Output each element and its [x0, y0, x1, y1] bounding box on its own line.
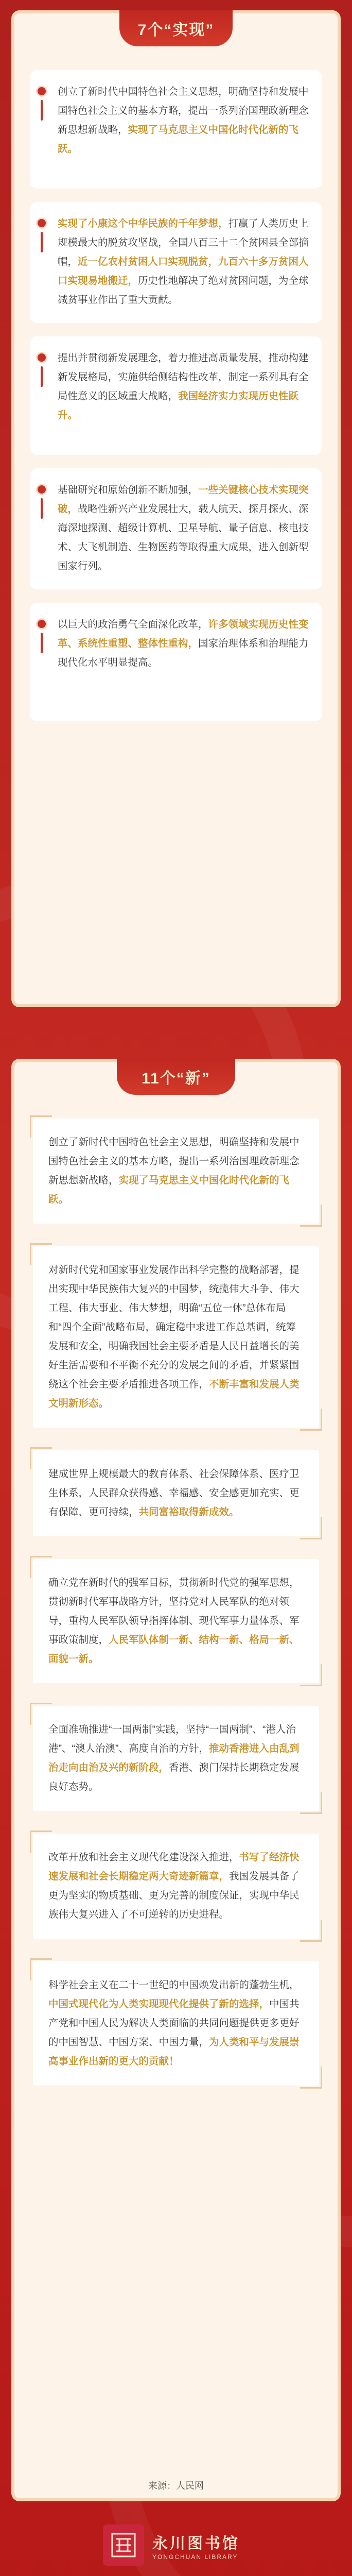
bullet-bar — [41, 633, 43, 653]
item-highlight: 书写了经济快速发展和社会长期稳定两大奇迹新篇章， — [48, 1852, 300, 1882]
item-highlight: 实现了马克思主义中国化时代化新的飞跃。 — [48, 1175, 290, 1205]
section-title: 7个“实现” — [119, 10, 233, 46]
item-highlight: 人民军队体制一新、结构一新、格局一新、面貌一新。 — [48, 1634, 300, 1665]
seven-achievements-panel — [11, 10, 341, 1007]
bullet-icon — [36, 484, 47, 495]
item-text: 香港、澳门保持长期稳定发展良好态势。 — [48, 1762, 300, 1792]
item-text: 基础研究和原始创新不断加强， — [58, 484, 199, 496]
bullet-bar — [41, 100, 43, 121]
list-item — [33, 1118, 319, 1224]
bullet-icon — [36, 352, 47, 363]
bullet-icon — [36, 86, 47, 97]
item-text: 对新时代党和国家事业发展作出科学完整的战略部署，提出实现中华民族伟大复兴的中国梦，统揽伟大斗争、伟大工程、伟大事业、伟大梦想，明确“五位一体”总体布局和“四个全面”战略布局，确定稳中求进工作总基调，统筹发展和安全，明确我国社会主要矛盾是人民日益增长的美好生活需要和不平衡不充分的发展之间的矛盾，并紧紧围绕这个社会主要矛盾推进各项工作， — [48, 1264, 300, 1390]
item-text: 战略性新兴产业发展壮大，载人航天、探月探火、深海深地探测、超级计算机、卫星导航、量子信息、核电技术、大飞机制造、生物医药等取得重大成果，进入创新型国家行列。 — [58, 503, 309, 572]
item-text: 我国发展具备了更为坚实的物质基础、更为完善的制度保证，实现中华民族伟大复兴进入了不可逆转的历史进程。 — [48, 1871, 300, 1920]
item-highlight: 实现了小康这个中华民族的千年梦想， — [58, 218, 228, 229]
item-text: 创立了新时代中国特色社会主义思想，明确坚持和发展中国特色社会主义的基本方略，提出一系列治国理政新理念新思想新战略， — [48, 1137, 300, 1186]
bullet-bar — [41, 498, 43, 519]
bullet-icon — [36, 217, 47, 229]
achievement-list — [30, 70, 322, 735]
item-highlight: 近一亿农村贫困人口实现脱贫，九百六十多万贫困人口实现易地搬迁， — [58, 256, 309, 286]
item-highlight: 许多领域实现历史性变革、系统性重塑、整体性重构， — [58, 619, 309, 649]
list-item — [30, 70, 322, 189]
item-highlight: 共同富裕取得新成效。 — [138, 1506, 239, 1518]
list-item — [33, 1961, 319, 2086]
footer — [0, 2514, 352, 2576]
item-highlight: 不断丰富和发展人类文明新形态。 — [48, 1379, 300, 1409]
item-text: 确立党在新时代的强军目标，贯彻新时代党的强军思想，贯彻新时代军事战略方针，坚持党对人民军队的绝对领导，重构人民军队领导指挥体制、现代军事力量体系、军事政策制度， — [48, 1577, 300, 1646]
source-credit: 来源：人民网 — [148, 2481, 204, 2491]
bullet-bar — [41, 366, 43, 387]
item-highlight: 为人类和平与发展崇高事业作出新的更大的贡献！ — [48, 2037, 300, 2067]
list-item — [33, 1450, 319, 1536]
item-highlight: 推动香港进入由乱到治走向由治及兴的新阶段， — [48, 1743, 300, 1773]
brand-name: 永川图书馆 — [152, 2535, 240, 2553]
item-text: 提出并贯彻新发展理念，着力推进高质量发展，推动构建新发展格局，实施供给侧结构性改革，制定一系列具有全局性意义的区域重大战略， — [58, 352, 309, 402]
eleven-new-panel — [11, 1059, 341, 2501]
item-text: 建成世界上规模最大的教育体系、社会保障体系、医疗卫生体系，人民群众获得感、幸福感、安全感更加充实、更有保障、更可持续， — [48, 1468, 300, 1518]
item-text: 科学社会主义在二十一世纪的中国焕发出新的蓬勃生机， — [48, 1979, 300, 1991]
list-item — [33, 1246, 319, 1428]
item-text: 国家治理体系和治理能力现代化水平明显提高。 — [58, 638, 309, 668]
bullet-bar — [41, 232, 43, 252]
list-item — [30, 202, 322, 323]
list-item — [33, 1559, 319, 1683]
item-text: 全面准确推进“一国两制”实践，坚持“一国两制”、“港人治港”、“澳人治澳”、高度自治的方针， — [48, 1724, 296, 1754]
list-item — [30, 336, 322, 455]
brand-name-en: YONGCHUAN LIBRARY — [152, 2553, 238, 2561]
item-highlight: 我国经济实力实现历史性跃升。 — [58, 391, 299, 421]
bullet-icon — [36, 618, 47, 630]
library-seal-icon — [103, 2524, 144, 2566]
item-highlight: 实现了马克思主义中国化时代化新的飞跃。 — [58, 124, 299, 155]
item-highlight: 中国式现代化为人类实现现代化提供了新的选择， — [48, 1998, 270, 2010]
item-text: 创立了新时代中国特色社会主义思想，明确坚持和发展中国特色社会主义的基本方略，提出一系列治国理政新理念新思想新战略， — [58, 86, 309, 135]
list-item — [33, 1834, 319, 1939]
item-text: 历史性地解决了绝对贫困问题，为全球减贫事业作出了重大贡献。 — [58, 275, 309, 306]
section-title: 11个“新” — [117, 1059, 235, 1095]
item-text: 中国共产党和中国人民为解决人类面临的共同问题提供更多更好的中国智慧、中国方案、中国力量， — [48, 1998, 300, 2048]
list-item — [30, 603, 322, 721]
item-text: 以巨大的政治勇气全面深化改革， — [58, 619, 208, 630]
new-list — [33, 1118, 319, 2108]
item-text: 改革开放和社会主义现代化建设深入推进， — [48, 1852, 239, 1863]
list-item — [30, 468, 322, 589]
item-text: 打赢了人类历史上规模最大的脱贫攻坚战，全国八百三十二个贫困县全部摘帽， — [58, 218, 309, 267]
item-highlight: 一些关键核心技术实现突破， — [58, 484, 309, 515]
list-item — [33, 1706, 319, 1811]
